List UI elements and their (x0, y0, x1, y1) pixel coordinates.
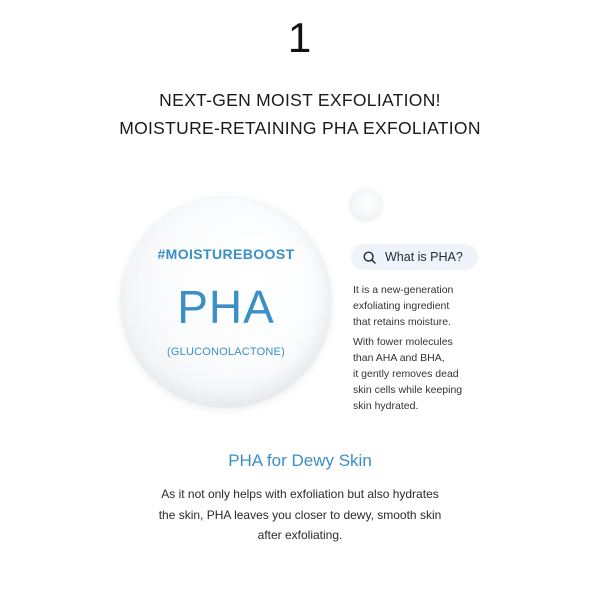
benefit-line: after exfoliating. (257, 528, 343, 542)
benefit-title: PHA for Dewy Skin (228, 451, 372, 470)
search-icon (363, 251, 376, 264)
answer-line: it gently removes dead (353, 368, 459, 380)
water-bubble-small (350, 188, 382, 220)
headline-line-1: NEXT-GEN MOIST EXFOLIATION! (159, 90, 441, 110)
answer-line: skin hydrated. (353, 400, 419, 412)
answer-line: It is a new-generation (353, 284, 454, 296)
hashtag-label: #MOISTUREBOOST (157, 246, 295, 262)
faq-question-text: What is PHA? (385, 250, 463, 264)
answer-line: exfoliating ingredient (353, 300, 450, 312)
answer-line: than AHA and BHA, (353, 352, 445, 364)
benefit-line: As it not only helps with exfoliation but also hydrates (161, 487, 439, 501)
benefit-body (0, 484, 600, 546)
answer-line: skin cells while keeping (353, 384, 463, 396)
benefit-line: the skin, PHA leaves you closer to dewy, smooth skin (158, 507, 442, 522)
ingredient-subtitle: (GLUCONOLACTONE) (167, 346, 285, 358)
answer-line: that retains moisture. (353, 316, 452, 328)
step-number: 1 (287, 14, 313, 61)
answer-line: With fower molecules (353, 336, 453, 348)
faq-question-pill (351, 244, 478, 270)
headline-line-2: MOISTURE-RETAINING PHA EXFOLIATION (119, 118, 481, 138)
faq-answer-paragraph-1 (353, 282, 493, 330)
ingredient-name: PHA (177, 281, 275, 333)
faq-answer-paragraph-2 (353, 334, 493, 414)
